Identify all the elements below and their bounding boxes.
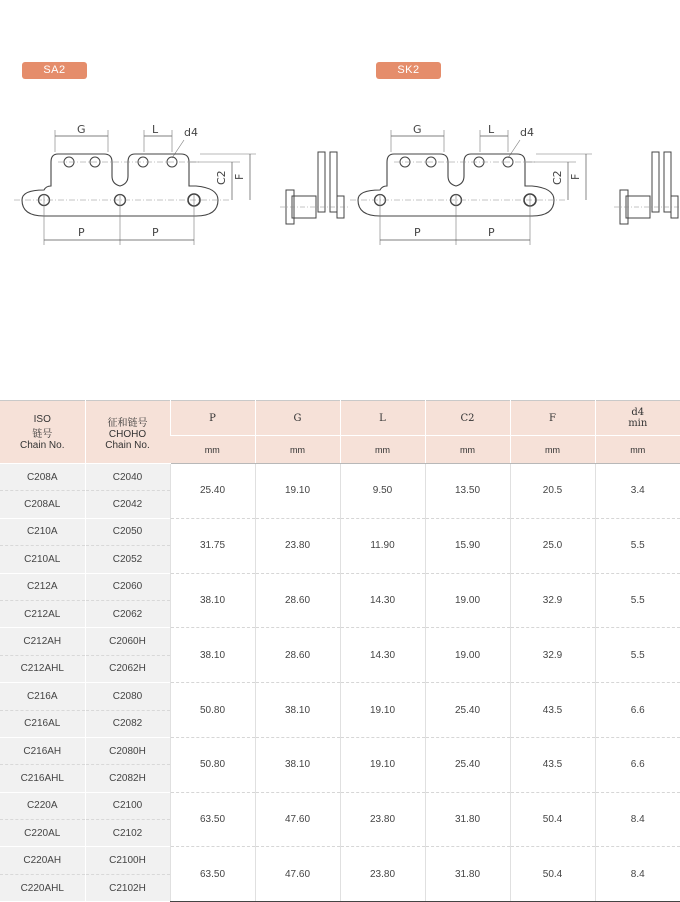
value-cell-l: 23.80 [340,792,425,847]
column-header-d4: d4 min [595,401,680,436]
iso-chain-no-cell: C220AHL [0,874,85,901]
value-cell-c2: 19.00 [425,628,510,683]
iso-chain-no-cell: C220AH [0,847,85,874]
value-cell-p: 63.50 [170,792,255,847]
column-header-c2: C2 [425,401,510,436]
choho-chain-no-cell: C2100H [85,847,170,874]
value-cell-f: 43.5 [510,683,595,738]
value-cell-g: 19.10 [255,464,340,519]
value-cell-p: 38.10 [170,573,255,628]
value-cell-d4: 3.4 [595,464,680,519]
dimension-label-l: L [488,123,495,136]
sa2-badge: SA2 [22,62,87,79]
value-cell-p: 63.50 [170,847,255,902]
value-cell-f: 25.0 [510,518,595,573]
value-cell-c2: 25.40 [425,683,510,738]
dimension-label-d4: d4 [520,126,534,139]
value-cell-p: 25.40 [170,464,255,519]
iso-chain-no-cell: C212AHL [0,655,85,682]
unit-label: mm [425,436,510,464]
iso-chain-no-cell: C208AL [0,491,85,518]
table-row [0,464,680,491]
value-cell-p: 50.80 [170,737,255,792]
iso-chain-no-cell: C212AH [0,628,85,655]
choho-chain-no-cell: C2042 [85,491,170,518]
iso-chain-no-cell: C216AHL [0,765,85,792]
value-cell-g: 23.80 [255,518,340,573]
dimension-label-p: P [152,226,159,239]
choho-chain-no-cell: C2082 [85,710,170,737]
sk2-badge: SK2 [376,62,441,79]
dimension-label-p: P [78,226,85,239]
value-cell-l: 19.10 [340,683,425,738]
value-cell-d4: 5.5 [595,518,680,573]
dimension-label-l: L [152,123,159,136]
unit-label: mm [340,436,425,464]
column-header-f: F [510,401,595,436]
value-cell-f: 43.5 [510,737,595,792]
choho-chain-no-cell: C2102 [85,820,170,847]
value-cell-c2: 19.00 [425,573,510,628]
column-header-l: L [340,401,425,436]
value-cell-l: 9.50 [340,464,425,519]
value-cell-l: 11.90 [340,518,425,573]
iso-chain-no-cell: C212A [0,573,85,600]
column-header-p: P [170,401,255,436]
unit-label: mm [255,436,340,464]
iso-chain-no-cell: C216AL [0,710,85,737]
choho-chain-no-cell: C2050 [85,518,170,545]
value-cell-c2: 13.50 [425,464,510,519]
unit-label: mm [510,436,595,464]
value-cell-f: 50.4 [510,792,595,847]
dimension-label-g: G [77,123,86,136]
value-cell-c2: 15.90 [425,518,510,573]
choho-chain-no-cell: C2040 [85,464,170,491]
value-cell-g: 47.60 [255,847,340,902]
value-cell-g: 47.60 [255,792,340,847]
value-cell-c2: 31.80 [425,847,510,902]
value-cell-l: 23.80 [340,847,425,902]
choho-chain-no-cell: C2100 [85,792,170,819]
value-cell-d4: 8.4 [595,847,680,902]
iso-chain-no-cell: C212AL [0,600,85,627]
iso-chain-no-cell: C216AH [0,737,85,764]
choho-chain-no-cell: C2060 [85,573,170,600]
unit-label: mm [170,436,255,464]
table-row [0,683,680,710]
iso-chain-no-cell: C220A [0,792,85,819]
value-cell-g: 38.10 [255,737,340,792]
value-cell-l: 19.10 [340,737,425,792]
value-cell-g: 28.60 [255,628,340,683]
choho-chain-no-cell: C2062H [85,655,170,682]
value-cell-f: 32.9 [510,628,595,683]
value-cell-l: 14.30 [340,573,425,628]
choho-chain-no-cell: C2062 [85,600,170,627]
value-cell-p: 38.10 [170,628,255,683]
value-cell-d4: 5.5 [595,628,680,683]
value-cell-c2: 25.40 [425,737,510,792]
dimension-label-c2: C2 [551,170,564,185]
value-cell-d4: 6.6 [595,737,680,792]
table-row [0,847,680,874]
value-cell-f: 32.9 [510,573,595,628]
choho-chain-no-cell: C2080 [85,683,170,710]
chain-attachment-drawings [0,100,680,250]
iso-chain-no-cell: C208A [0,464,85,491]
iso-chain-no-cell: C220AL [0,820,85,847]
table-body [0,464,680,902]
table-row [0,518,680,545]
table-row [0,628,680,655]
choho-header: 征和链号 CHOHO Chain No. [85,401,170,464]
value-cell-g: 38.10 [255,683,340,738]
dimension-label-d4: d4 [184,126,198,139]
table-row [0,737,680,764]
value-cell-l: 14.30 [340,628,425,683]
choho-chain-no-cell: C2080H [85,737,170,764]
value-cell-f: 20.5 [510,464,595,519]
value-cell-d4: 8.4 [595,792,680,847]
choho-chain-no-cell: C2052 [85,546,170,573]
dimension-label-c2: C2 [215,170,228,185]
value-cell-p: 50.80 [170,683,255,738]
value-cell-p: 31.75 [170,518,255,573]
value-cell-c2: 31.80 [425,792,510,847]
dimension-label-g: G [413,123,422,136]
iso-chain-no-cell: C210A [0,518,85,545]
iso-header: ISO 链号 Chain No. [0,401,85,464]
dimension-label-f: F [569,173,582,180]
column-header-g: G [255,401,340,436]
dimension-label-f: F [233,173,246,180]
choho-chain-no-cell: C2060H [85,628,170,655]
chain-spec-table [0,400,680,902]
value-cell-d4: 6.6 [595,683,680,738]
value-cell-f: 50.4 [510,847,595,902]
iso-chain-no-cell: C210AL [0,546,85,573]
value-cell-g: 28.60 [255,573,340,628]
dimension-label-p: P [414,226,421,239]
value-cell-d4: 5.5 [595,573,680,628]
table-row [0,792,680,819]
choho-chain-no-cell: C2082H [85,765,170,792]
dimension-label-p: P [488,226,495,239]
iso-chain-no-cell: C216A [0,683,85,710]
unit-label: mm [595,436,680,464]
choho-chain-no-cell: C2102H [85,874,170,901]
table-row [0,573,680,600]
